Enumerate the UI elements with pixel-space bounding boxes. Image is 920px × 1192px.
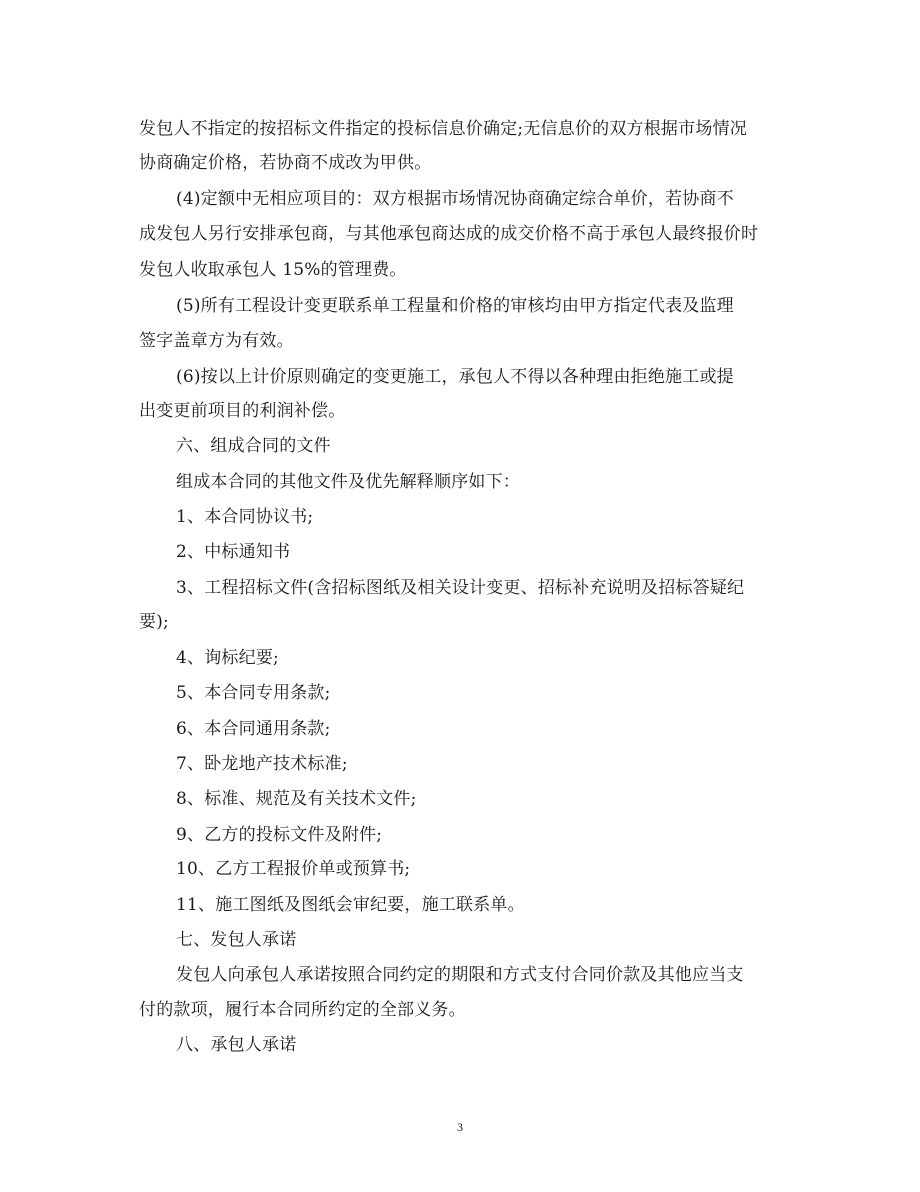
list-item: 10、乙方工程报价单或预算书; [176, 859, 411, 879]
section-heading: 七、发包人承诺 [176, 930, 297, 950]
list-item: 7、卧龙地产技术标准; [176, 754, 348, 774]
list-item: 2、中标通知书 [176, 542, 291, 562]
list-item-continuation: 要); [139, 612, 169, 632]
text-line: 发包人向承包人承诺按照合同约定的期限和方式支付合同价款及其他应当支 [176, 965, 744, 985]
list-item: 4、询标纪要; [176, 648, 279, 668]
list-item: 11、施工图纸及图纸会审纪要，施工联系单。 [176, 895, 525, 915]
text-line: (4)定额中无相应项目的：双方根据市场情况协商确定综合单价，若协商不 [176, 189, 734, 209]
text-line: 协商确定价格，若协商不成改为甲供。 [139, 153, 432, 173]
list-item: 6、本合同通用条款; [176, 719, 331, 739]
text-line: 组成本合同的其他文件及优先解释顺序如下： [176, 472, 520, 492]
section-heading: 六、组成合同的文件 [176, 436, 331, 456]
text-line: (5)所有工程设计变更联系单工程量和价格的审核均由甲方指定代表及监理 [176, 296, 734, 316]
text-line: 签字盖章方为有效。 [139, 331, 294, 351]
text-line: (6)按以上计价原则确定的变更施工，承包人不得以各种理由拒绝施工或提 [176, 367, 734, 387]
text-line: 发包人不指定的按招标文件指定的投标信息价确定;无信息价的双方根据市场情况 [139, 119, 747, 139]
list-item: 9、乙方的投标文件及附件; [176, 825, 383, 845]
text-line: 付的款项，履行本合同所约定的全部义务。 [139, 1000, 466, 1020]
text-line: 成发包人另行安排承包商，与其他承包商达成的成交价格不高于承包人最终报价时 [139, 224, 759, 244]
text-line: 发包人收取承包人 15%的管理费。 [139, 260, 407, 280]
list-item: 5、本合同专用条款; [176, 683, 331, 703]
list-item: 3、工程招标文件(含招标图纸及相关设计变更、招标补充说明及招标答疑纪 [176, 578, 745, 598]
page-number: 3 [457, 1120, 463, 1134]
list-item: 1、本合同协议书; [176, 507, 314, 527]
section-heading: 八、承包人承诺 [176, 1035, 297, 1055]
list-item: 8、标准、规范及有关技术文件; [176, 789, 417, 809]
text-line: 出变更前项目的利润补偿。 [139, 401, 346, 421]
